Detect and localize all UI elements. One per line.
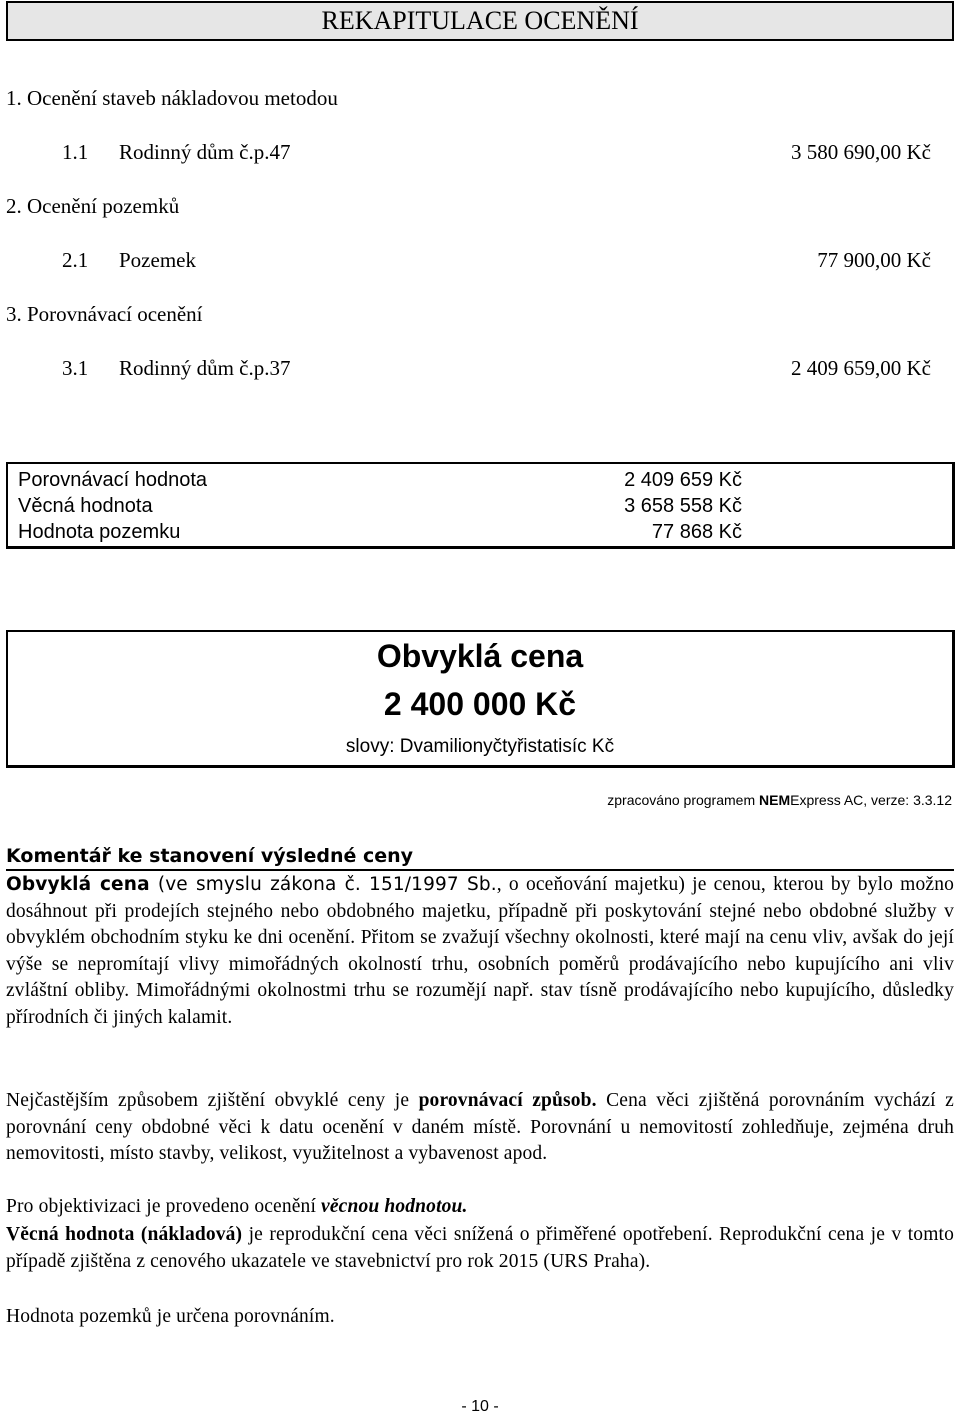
item-value-2-1: 77 900,00 Kč xyxy=(817,248,931,272)
land-text: Hodnota pozemků je určena porovnáním. xyxy=(6,1306,335,1327)
paragraph-method xyxy=(6,1088,954,1168)
result-words: slovy: Dvamilionyčtyřistatisíc Kč xyxy=(345,736,615,757)
item-label-1-1: Rodinný dům č.p.47 xyxy=(119,140,291,164)
summary-box xyxy=(6,462,955,549)
term-material-value: Věcná hodnota (nákladová) xyxy=(6,1224,243,1245)
result-amount: 2 400 000 Kč xyxy=(383,686,577,722)
term-obvykla-cena: Obvyklá cena xyxy=(6,874,150,895)
summary-label-comparative: Porovnávací hodnota xyxy=(18,469,208,491)
paragraph-objectivization xyxy=(6,1194,954,1221)
summary-value-material: 3 658 558 Kč xyxy=(624,495,742,517)
item-label-2-1: Pozemek xyxy=(119,248,196,272)
section-heading-3: 3. Porovnávací ocenění xyxy=(6,302,203,326)
software-note-suffix: Express AC, verze: 3.3.12 xyxy=(790,792,952,808)
result-title: Obvyklá cena xyxy=(376,638,584,674)
heading-underline xyxy=(6,869,954,871)
comment-heading: Komentář ke stanovení výsledné ceny xyxy=(6,845,414,867)
item-number-2-1: 2.1 xyxy=(62,248,89,272)
software-note xyxy=(607,792,952,808)
summary-value-comparative: 2 409 659 Kč xyxy=(624,469,742,491)
method-name: porovnávací způsob. xyxy=(418,1090,597,1111)
paragraph-material-value xyxy=(6,1222,954,1275)
paragraph-definition xyxy=(6,872,954,1031)
summary-label-land: Hodnota pozemku xyxy=(18,521,181,543)
material-value-text: je reprodukční cena věci snížená o přiměřené opotřebení. Reprodukční cena je v tomto případě zjištěna z cenového ukazatele ve stavebnictví pro rok 2015 (URS Praha). xyxy=(6,1224,954,1272)
law-reference: (ve smyslu zákona č. 151/1997 Sb. xyxy=(149,874,497,895)
item-number-1-1: 1.1 xyxy=(62,140,89,164)
section-heading-2: 2. Ocenění pozemků xyxy=(6,194,180,218)
objectivization-method: věcnou hodnotou. xyxy=(321,1196,468,1217)
page-title: REKAPITULACE OCENĚNÍ xyxy=(6,1,954,41)
software-brand: NEM xyxy=(759,792,791,808)
method-text: Cena věci zjištěná porovnáním vychází z porovnání ceny obdobné věci k datu ocenění v daném místě. Porovnání u nemovitostí zohledňuje, zejména druh nemovitosti, místo stavby, velikost, využitelnost a vybavenost apod. xyxy=(6,1090,954,1164)
item-number-3-1: 3.1 xyxy=(62,356,89,380)
paragraph-land xyxy=(6,1304,954,1331)
item-value-1-1: 3 580 690,00 Kč xyxy=(791,140,931,164)
summary-value-land: 77 868 Kč xyxy=(651,521,742,543)
summary-label-material: Věcná hodnota xyxy=(18,495,153,517)
item-label-3-1: Rodinný dům č.p.37 xyxy=(119,356,291,380)
result-box xyxy=(6,630,955,768)
objectivization-intro: Pro objektivizaci je provedeno ocenění xyxy=(6,1196,322,1217)
definition-text: , o oceňování majetku) je cenou, kterou by bylo možno dosáhnout při prodejích stejného nebo obdobného majetku, případně při poskytování stejné nebo obdobné služby v obvyklém obchodním styku ke dni ocenění. Přitom se zvažují všechny okolnosti, které mají na cenu vliv, avšak do její výše se nepromítají vlivy mimořádných okolností trhu, osobních poměrů prodávajícího nebo kupujícího ani vliv zvláštní obliby. Mimořádnými okolnostmi trhu se rozumějí např. stav tísně prodávajícího nebo kupujícího, důsledky přírodních či jiných kalamit. xyxy=(6,874,954,1028)
method-intro: Nejčastějším způsobem zjištění obvyklé ceny je xyxy=(6,1090,419,1111)
page-number: - 10 - xyxy=(461,1398,499,1415)
item-value-3-1: 2 409 659,00 Kč xyxy=(791,356,931,380)
software-note-prefix: zpracováno programem xyxy=(607,792,760,808)
section-heading-1: 1. Ocenění staveb nákladovou metodou xyxy=(6,86,338,110)
